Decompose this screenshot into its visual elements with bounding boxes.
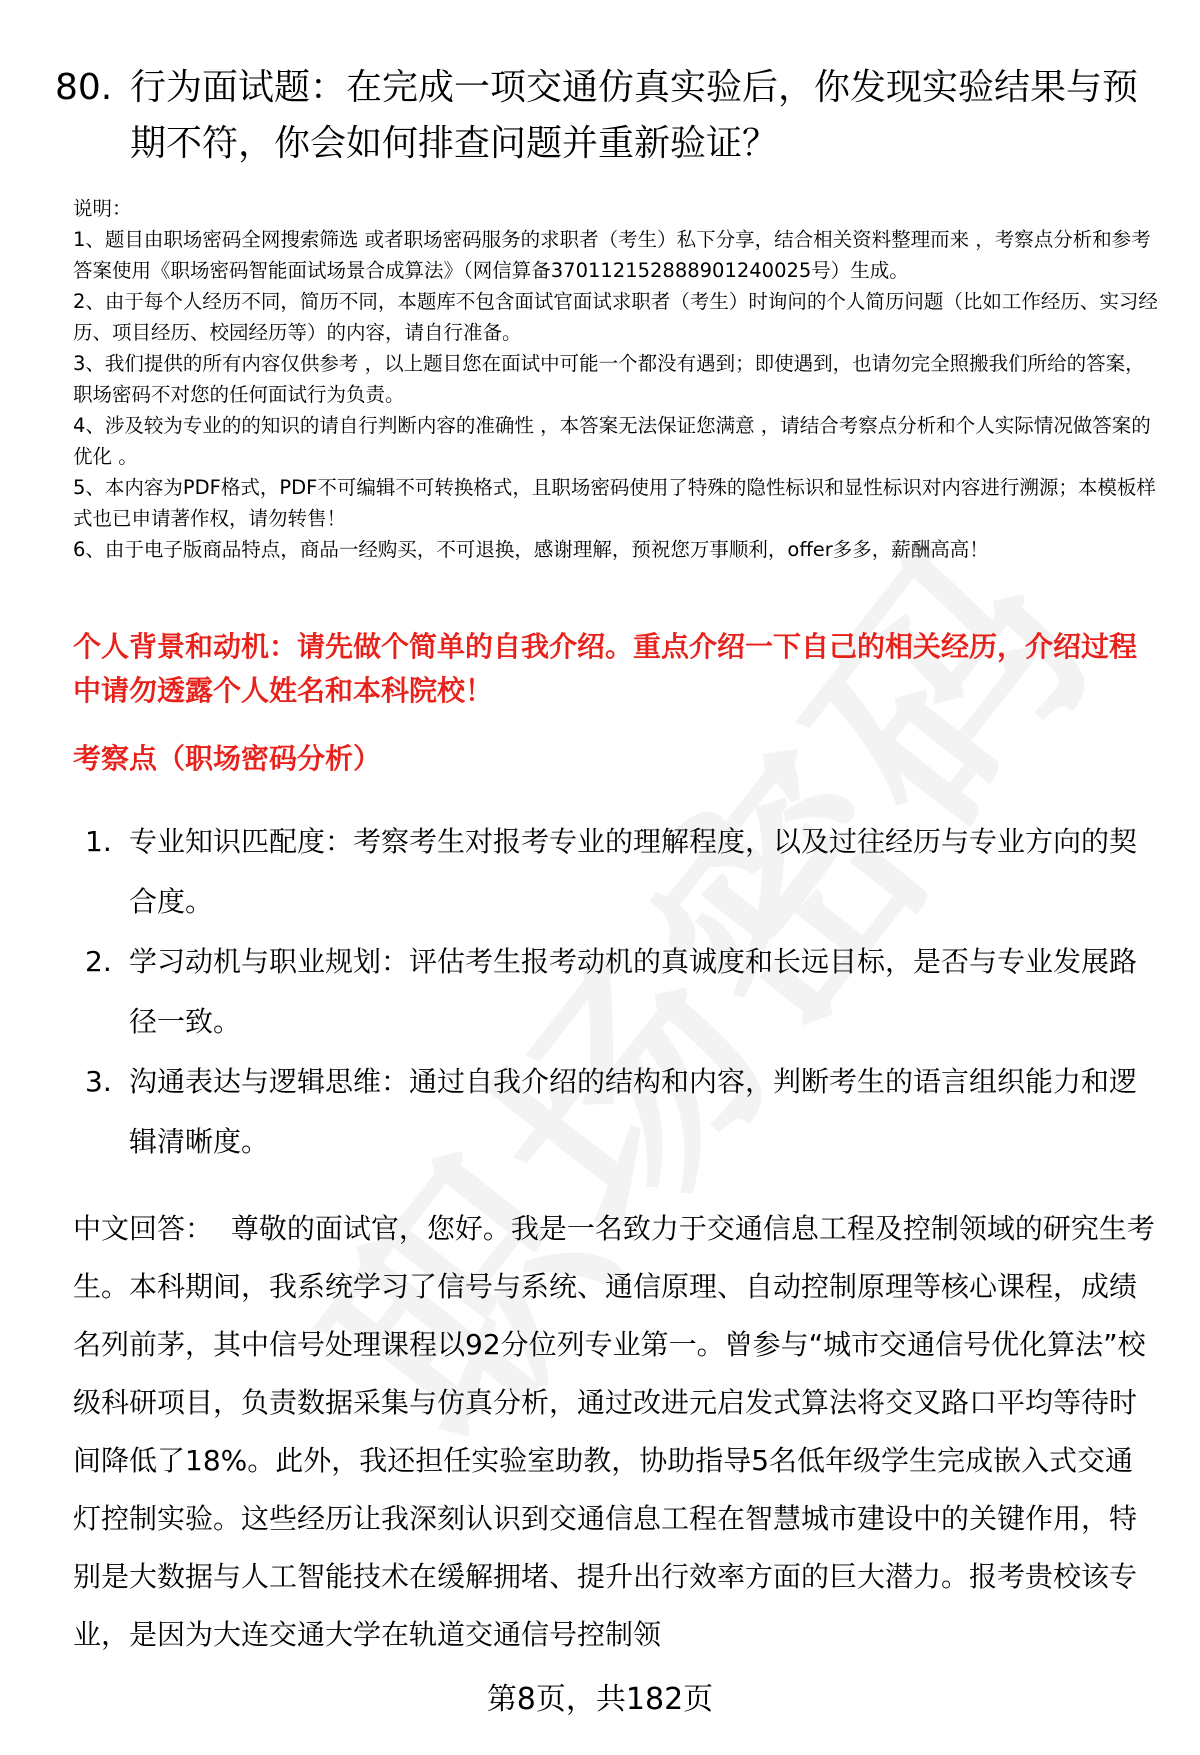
question-text: 行为面试题：在完成一项交通仿真实验后，你发现实验结果与预期不符，你会如何排查问题并重新验证？ [130, 67, 1139, 164]
list-item-number: 1. [85, 825, 112, 858]
list-item [85, 932, 1150, 1052]
answer-text: 尊敬的面试官，您好。我是一名致力于交通信息工程及控制领域的研究生考生。本科期间，我系统学习了信号与系统、通信原理、自动控制原理等核心课程，成绩名列前茅，其中信号处理课程以92分位列专业第一。曾参与“城市交通信号优化算法”校级科研项目，负责数据采集与仿真分析，通过改进元启发式算法将交叉路口平均等待时间降低了18%。此外，我还担任实验室助教，协助指导5名低年级学生完成嵌入式交通灯控制实验。这些经历让我深刻认识到交通信息工程在智慧城市建设中的关键作用，特别是大数据与人工智能技术在缓解拥堵、提升出行效率方面的巨大潜力。报考贵校该专业，是因为大连交通大学在轨道交通信号控制领 [73, 1212, 1155, 1651]
answer-label: 中文回答： [73, 1212, 214, 1245]
list-item [85, 1052, 1150, 1172]
note-item: 1、题目由职场密码全网搜索筛选 或者职场密码服务的求职者（考生）私下分享，结合相关资料整理而来 ，考察点分析和参考答案使用《职场密码智能面试场景合成算法》（网信算备370112152888901240025号）生成。 [73, 228, 1151, 282]
section-title: 个人背景和动机：请先做个简单的自我介绍。重点介绍一下自己的相关经历，介绍过程中请勿透露个人姓名和本科院校！ [73, 630, 1138, 707]
list-item-number: 3. [85, 1065, 112, 1098]
disclaimer-notes [73, 193, 1163, 565]
answer-paragraph [73, 1200, 1158, 1664]
list-item-text: 沟通表达与逻辑思维：通过自我介绍的结构和内容，判断考生的语言组织能力和逻辑清晰度。 [129, 1065, 1138, 1158]
analysis-heading: 考察点（职场密码分析） [73, 742, 382, 775]
note-item: 3、我们提供的所有内容仅供参考 ，以上题目您在面试中可能一个都没有遇到；即使遇到，也请勿完全照搬我们所给的答案，职场密码不对您的任何面试行为负责。 [73, 352, 1145, 406]
page-footer: 第8页，共182页 [486, 1682, 714, 1717]
list-item [85, 812, 1150, 932]
note-item: 5、本内容为PDF格式，PDF不可编辑不可转换格式，且职场密码使用了特殊的隐性标识和显性标识对内容进行溯源；本模板样式也已申请著作权，请勿转售！ [73, 476, 1156, 530]
note-item: 6、由于电子版商品特点，商品一经购买，不可退换，感谢理解，预祝您万事顺利，offer多多，薪酬高高！ [73, 538, 989, 561]
list-item-number: 2. [85, 945, 112, 978]
notes-heading: 说明： [73, 197, 132, 220]
note-item: 2、由于每个人经历不同，简历不同，本题库不包含面试官面试求职者（考生）时询问的个人简历问题（比如工作经历、实习经历、项目经历、校园经历等）的内容，请自行准备。 [73, 290, 1158, 344]
question-title [55, 60, 1150, 172]
question-number: 80. [55, 67, 113, 108]
list-item-text: 专业知识匹配度：考察考生对报考专业的理解程度，以及过往经历与专业方向的契合度。 [129, 825, 1138, 918]
analysis-points-list [85, 812, 1150, 1172]
list-item-text: 学习动机与职业规划：评估考生报考动机的真诚度和长远目标，是否与专业发展路径一致。 [129, 945, 1138, 1038]
note-item: 4、涉及较为专业的的知识的请自行判断内容的准确性 ，本答案无法保证您满意 ，请结合考察点分析和个人实际情况做答案的优化 。 [73, 414, 1151, 468]
